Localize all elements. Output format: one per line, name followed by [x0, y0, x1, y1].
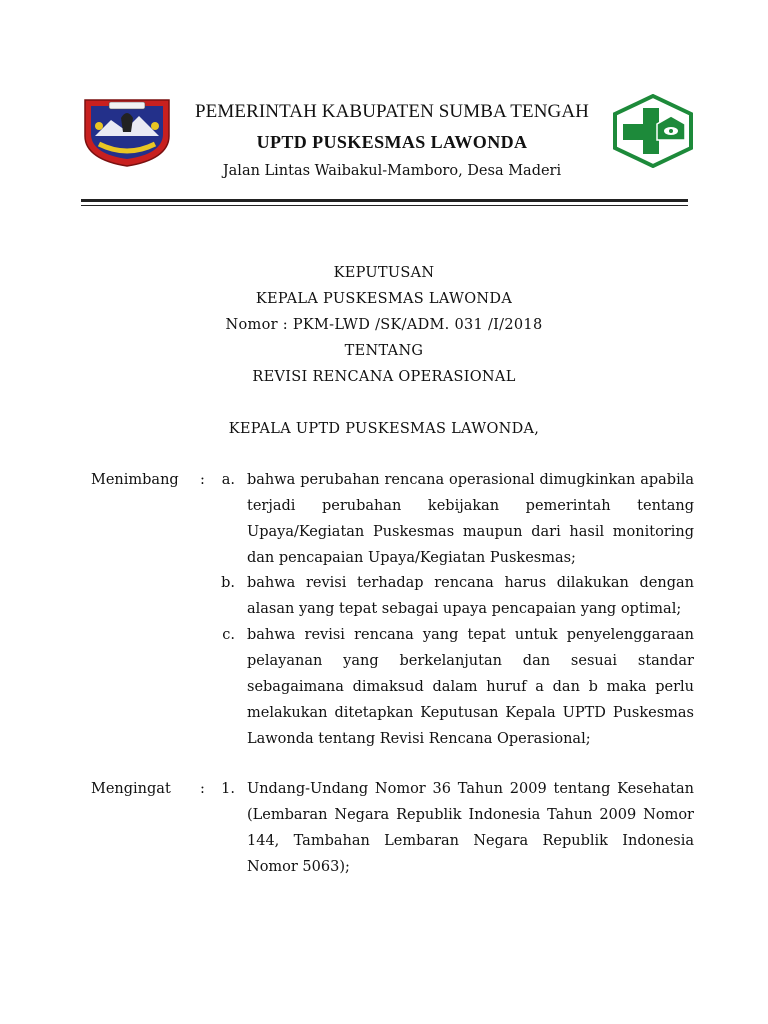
letterhead-institution: UPTD PUSKESMAS LAWONDA — [256, 132, 528, 152]
letterhead-rule-thin — [81, 205, 688, 206]
decree-about-label: TENTANG — [344, 343, 424, 359]
mengingat-item-1: Undang-Undang Nomor 36 Tahun 2009 tentang Kesehatan (Lembaran Negara Republik Indonesia Tahun 2009 Nomor 144, Tambahan Lembaran Negara Republik Indonesia Nomor 5063); — [247, 781, 694, 875]
menimbang-item-c: bahwa revisi rencana yang tepat untuk penyelenggaraan pelayanan yang berkelanjutan dan sesuai standar sebagaimana dimaksud dalam huruf a dan b maka perlu melakukan ditetapkan Keputusan Kepala UPTD Puskesmas Lawonda tentang Revisi Rencana Operasional; — [247, 627, 694, 747]
decree-number: Nomor : PKM-LWD /SK/ADM. 031 /I/2018 — [225, 317, 543, 333]
mengingat-label: Mengingat — [91, 781, 171, 797]
menimbang-item-a: bahwa perubahan rencana operasional dimugkinkan apabila terjadi perubahan kebijakan pemerintah tentang Upaya/Kegiatan Puskesmas maupun dari hasil monitoring dan pencapaian Upaya/Kegiatan Puskesmas; — [247, 472, 694, 566]
puskesmas-logo-icon — [611, 94, 695, 168]
decree-issuer: KEPALA PUSKESMAS LAWONDA — [255, 291, 513, 307]
menimbang-label: Menimbang — [91, 472, 179, 488]
menimbang-marker-b: b. — [221, 575, 235, 591]
decree-subject: REVISI RENCANA OPERASIONAL — [252, 369, 516, 385]
letterhead-address: Jalan Lintas Waibakul-Mamboro, Desa Maderi — [222, 163, 562, 179]
letterhead-rule-thick — [81, 199, 688, 202]
menimbang-marker-c: c. — [222, 627, 235, 643]
decree-preamble: KEPALA UPTD PUSKESMAS LAWONDA, — [228, 421, 540, 437]
menimbang-marker-a: a. — [221, 472, 235, 488]
sumba-tengah-emblem-icon — [81, 96, 173, 168]
decree-heading: KEPUTUSAN — [333, 265, 435, 281]
mengingat-colon: : — [200, 781, 205, 797]
menimbang-item-b: bahwa revisi terhadap rencana harus dilakukan dengan alasan yang tepat sebagai upaya pencapaian yang optimal; — [247, 575, 694, 617]
letterhead-government: PEMERINTAH KABUPATEN SUMBA TENGAH — [195, 101, 589, 122]
menimbang-colon: : — [200, 472, 205, 488]
mengingat-marker-1: 1. — [221, 781, 235, 797]
